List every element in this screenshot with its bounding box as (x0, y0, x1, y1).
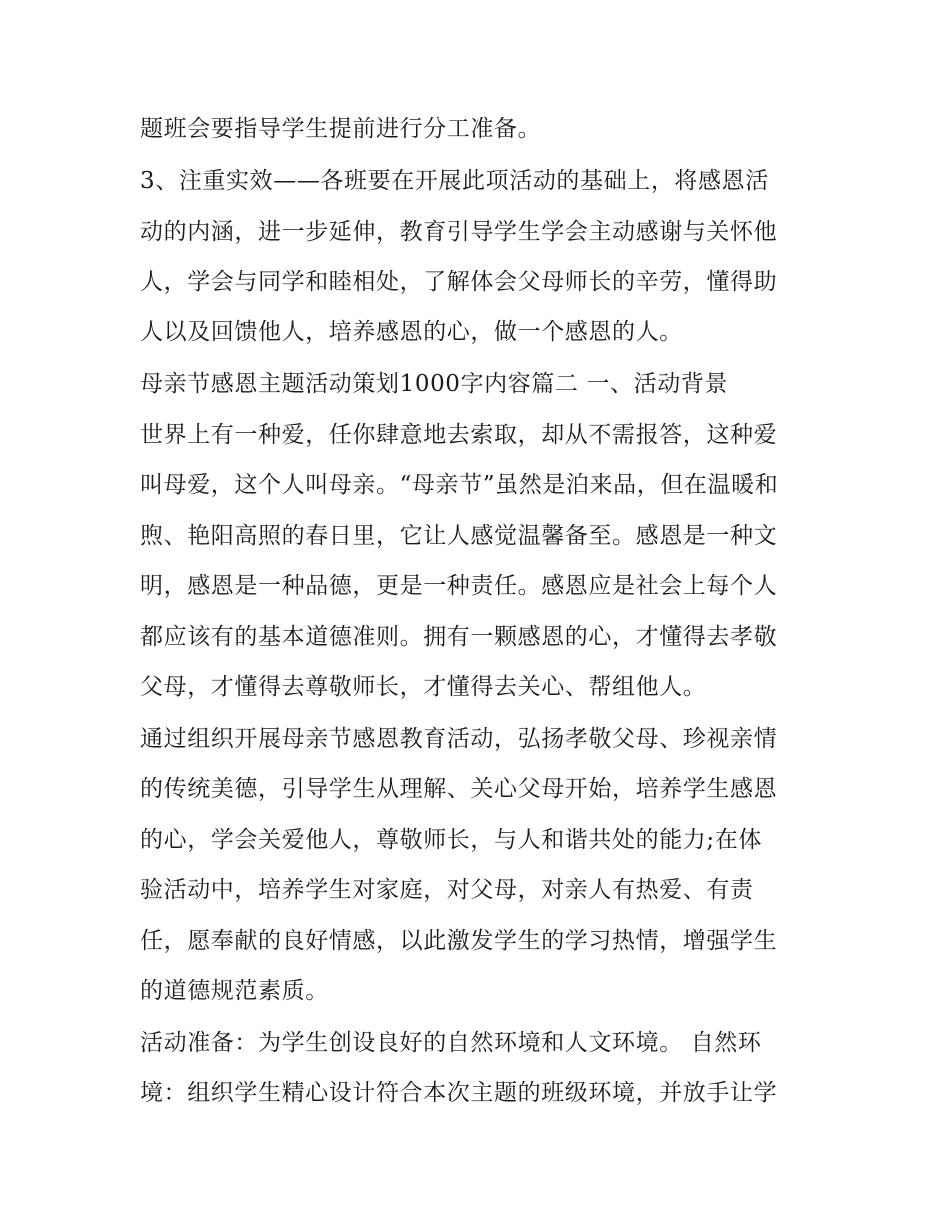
text-line: 的心，学会关爱他人，尊敬师长，与人和谐共处的能力;在体 (140, 827, 762, 853)
text-line: 任，愿奉献的良好情感，以此激发学生的学习热情，增强学生 (140, 928, 778, 954)
text-line: 的传统美德，引导学生从理解、关心父母开始，培养学生感恩 (140, 776, 778, 802)
text-line: 世界上有一种爱，任你肆意地去索取，却从不需报答，这种爱 (140, 422, 778, 448)
section-heading: 母亲节感恩主题活动策划1000字内容篇二 一、活动背景 (140, 371, 729, 397)
text-line: 验活动中，培养学生对家庭，对父母，对亲人有热爱、有责 (140, 877, 754, 903)
text-line: 煦、艳阳高照的春日里，它让人感觉温馨备至。感恩是一种文 (140, 523, 778, 549)
text-line: 都应该有的基本道德准则。拥有一颗感恩的心，才懂得去孝敬 (140, 624, 778, 650)
text-line: 动的内涵，进一步延伸，教育引导学生学会主动感谢与关怀他 (140, 219, 778, 245)
text-line: 父母，才懂得去尊敬师长，才懂得去关心、帮组他人。 (140, 674, 707, 700)
text-line: 人，学会与同学和睦相处，了解体会父母师长的辛劳，懂得助 (140, 269, 778, 295)
text-line: 的道德规范素质。 (140, 978, 329, 1004)
text-line: 通过组织开展母亲节感恩教育活动，弘扬孝敬父母、珍视亲情 (140, 726, 778, 752)
text-line: 叫母爱，这个人叫母亲。“母亲节”虽然是泊来品，但在温暖和 (140, 472, 779, 498)
text-line: 人以及回馈他人，培养感恩的心，做一个感恩的人。 (140, 319, 683, 345)
text-line: 活动准备：为学生创设良好的自然环境和人文环境。 自然环 (140, 1030, 762, 1056)
text-line: 明，感恩是一种品德，更是一种责任。感恩应是社会上每个人 (140, 573, 778, 599)
text-line: 3、注重实效——各班要在开展此项活动的基础上，将感恩活 (140, 168, 769, 194)
text-line: 题班会要指导学生提前进行分工准备。 (140, 116, 542, 142)
text-line: 境：组织学生精心设计符合本次主题的班级环境，并放手让学 (140, 1080, 778, 1106)
